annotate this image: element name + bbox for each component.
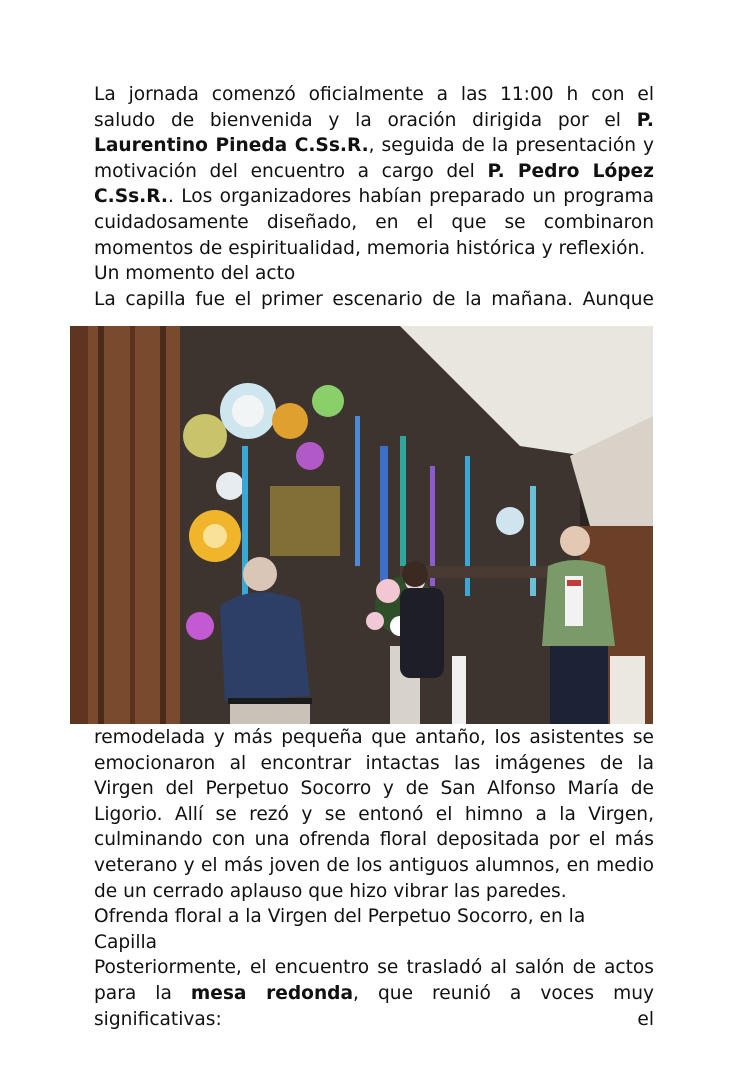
bold-name-laurentino: P. Laurentino Pineda C.Ss.R. [94,109,654,157]
paragraph-chapel-start: La capilla fue el primer escenario de la mañana. Aunque [94,288,654,310]
bold-mesa-redonda: mesa redonda [190,982,354,1004]
chapel-photo [70,326,653,724]
paragraph-text: Posteriormente, el encuentro se trasladó al salón de actos para la [94,957,654,1004]
paragraph-opening [94,82,654,261]
text-block-top [94,82,654,312]
paragraph-text: , que reunió a voces muy significativas: el [94,982,654,1030]
text-block-bottom [94,725,654,1032]
paragraph-text: La jornada comenzó oficialmente a las 11:00 h con el saludo de bienvenida y la oración dirigida por el [94,84,654,131]
photo-caption-2: Ofrenda floral a la Virgen del Perpetuo Socorro, en la Capilla [94,906,586,953]
paragraph-text: , seguida de la presentación y motivación del encuentro a cargo del [94,135,654,182]
bold-name-pedro: P. Pedro López C.Ss.R. [94,160,654,208]
chapel-photo-illustration [70,326,653,724]
photo-caption-1: Un momento del acto [94,263,296,285]
paragraph-chapel-end: remodelada y más pequeña que antaño, los asistentes se emocionaron al encontrar intactas las imágenes de la Virgen del Perpetuo Socorro y de San Alfonso María de Ligorio. Allí se rezó y se entonó el himno a la Virgen, culminando con una ofrenda floral depositada por el más veterano y el más joven de los antiguos alumnos, en medio de un cerrado aplauso que hizo vibrar las paredes. [94,727,654,902]
paragraph-text: . Los organizadores habían preparado un programa cuidadosamente diseñado, en el que se combinaron momentos de espiritualidad, memoria histórica y reflexión. [94,186,654,259]
paragraph-round-table [94,955,654,1032]
